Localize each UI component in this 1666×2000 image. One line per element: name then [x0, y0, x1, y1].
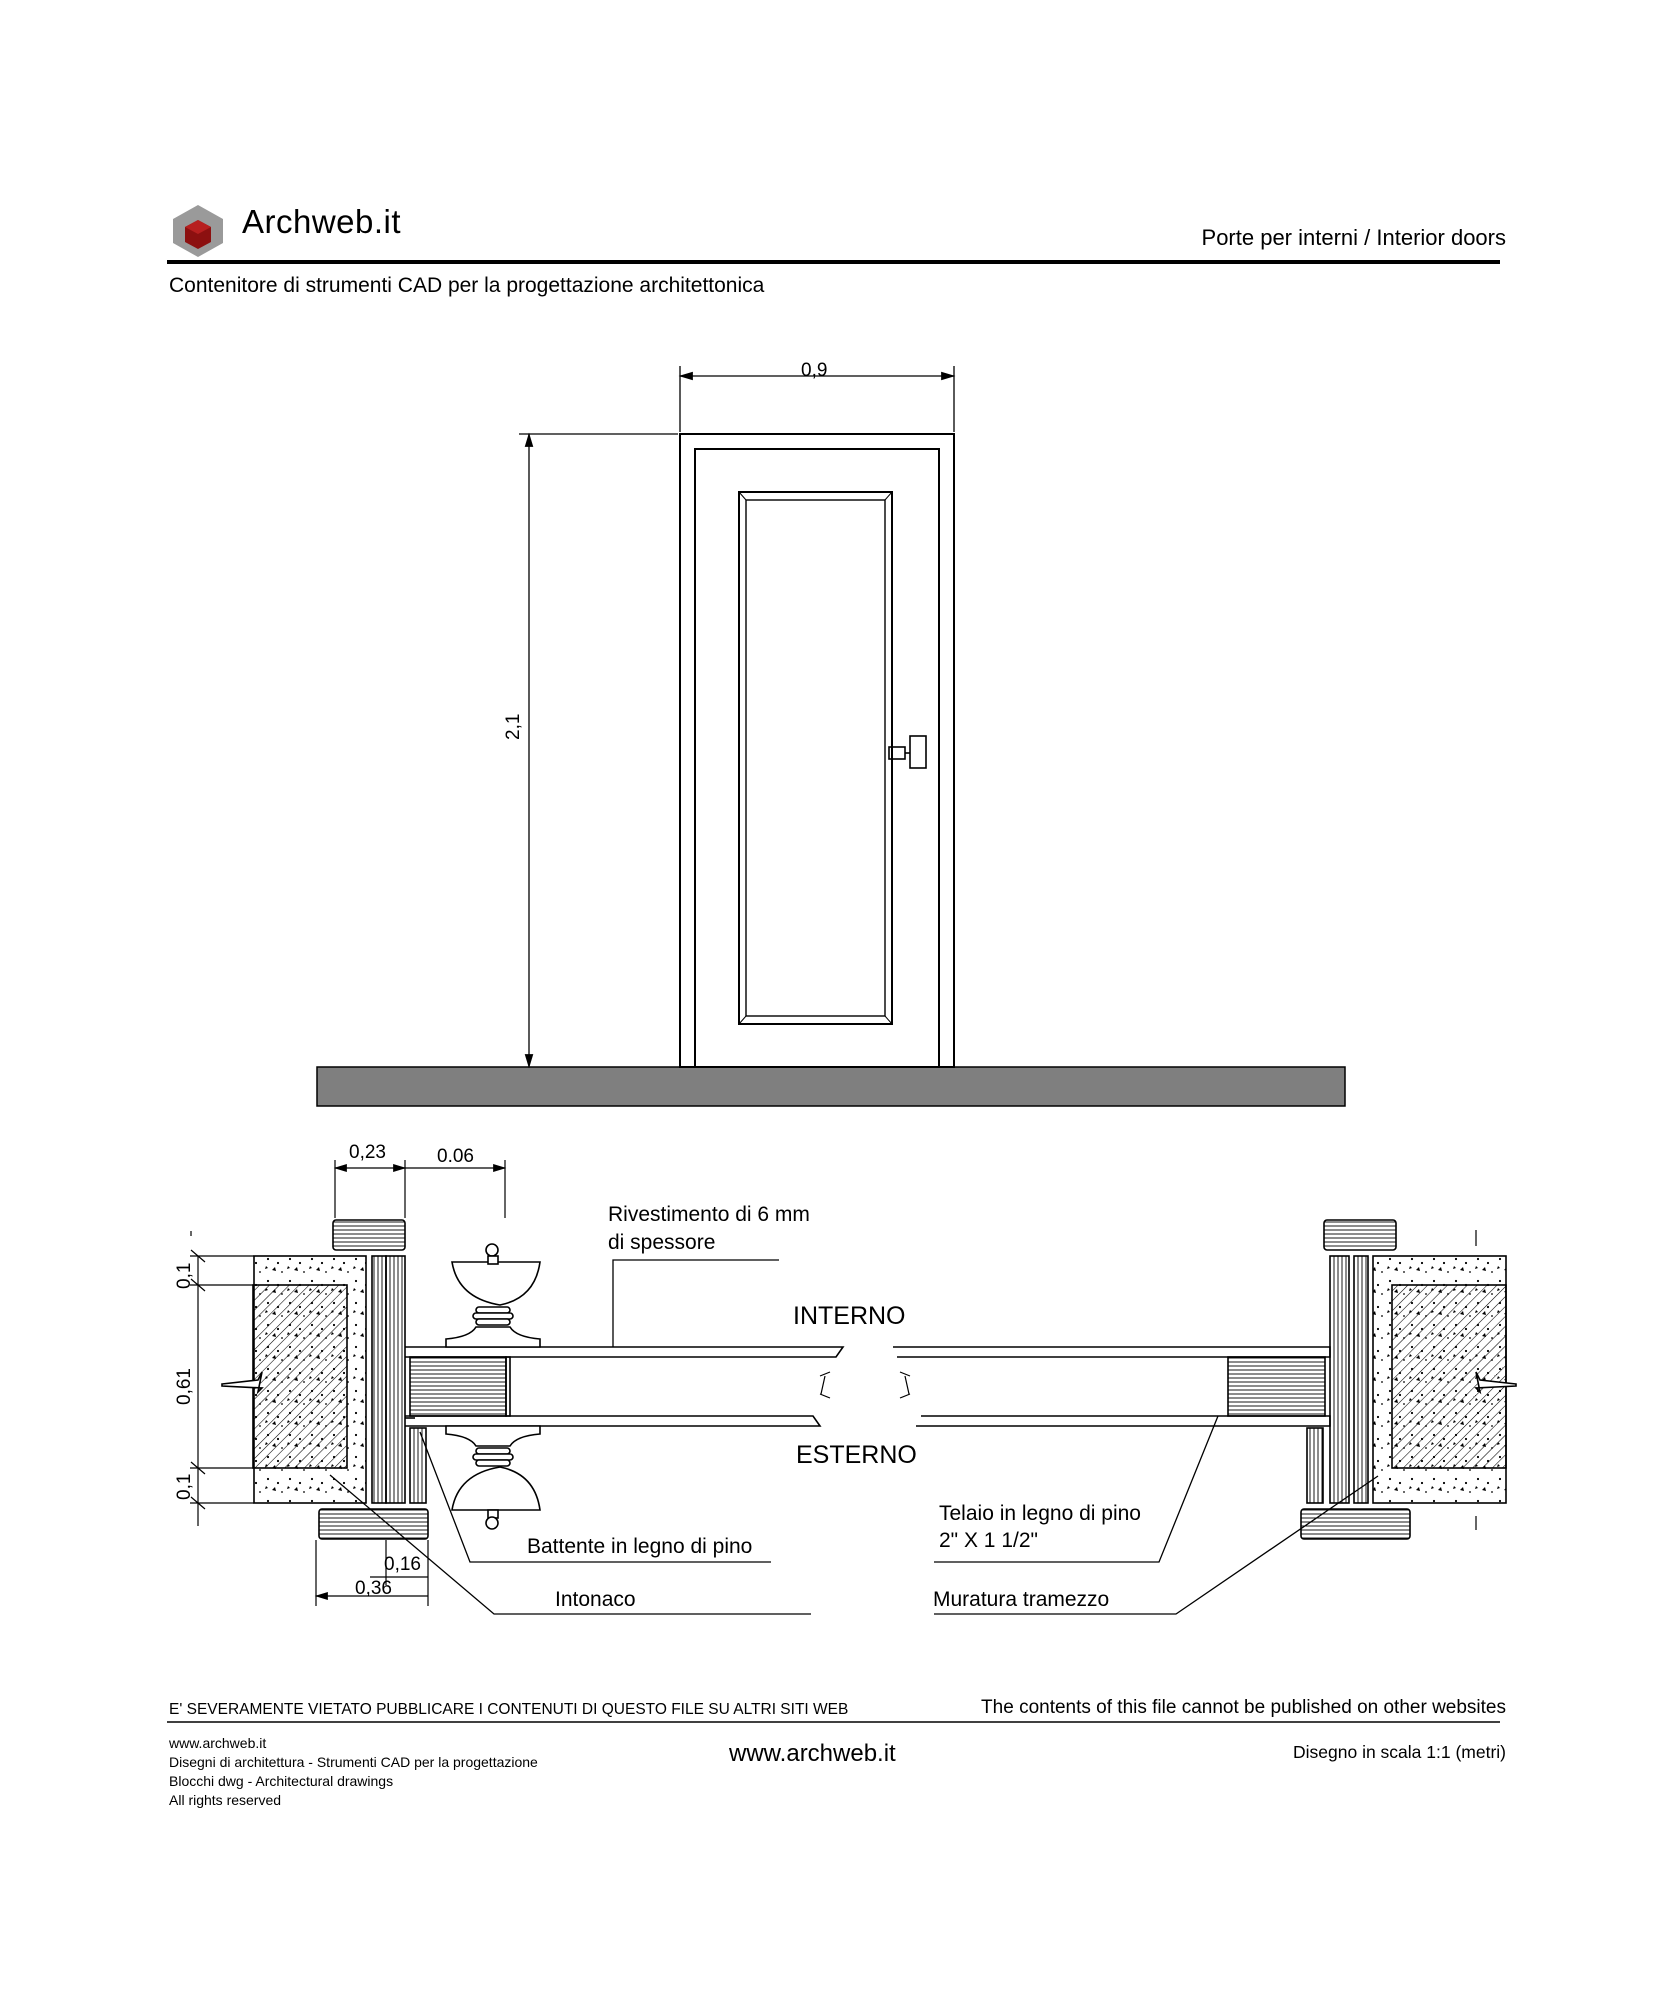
left-masonry [253, 1285, 347, 1468]
footer-credit-line[interactable]: www.archweb.it [169, 1735, 267, 1751]
door-panel-outer [739, 492, 892, 1024]
left-stop [410, 1428, 426, 1503]
left-frame-2 [386, 1256, 405, 1503]
label-plaster: Intonaco [555, 1588, 636, 1611]
door-plan-section [222, 1220, 1516, 1539]
dim-006-label: 0.06 [437, 1146, 474, 1167]
footer-credit-line: Disegni di architettura - Strumenti CAD per la progettazione [169, 1754, 538, 1770]
door-panel-inner [746, 500, 885, 1016]
label-exterior: ESTERNO [796, 1441, 917, 1469]
handle-top-icon [446, 1244, 540, 1347]
label-cladding-1: Rivestimento di 6 mm [608, 1203, 810, 1226]
label-interior: INTERNO [793, 1302, 906, 1330]
page-category: Porte per interni / Interior doors [1201, 225, 1506, 250]
dim-016-label: 0,16 [384, 1554, 421, 1575]
page-subtitle: Contenitore di strumenti CAD per la progettazione architettonica [169, 274, 765, 297]
footer-scale: Disegno in scala 1:1 (metri) [1293, 1742, 1506, 1762]
left-jamb-trim-top [333, 1220, 405, 1250]
leaf-stile-left [410, 1357, 506, 1416]
footer-credits [169, 1734, 538, 1810]
door-frame-outer [680, 434, 954, 1067]
door-frame-inner [695, 449, 939, 1067]
dim-01-top-label: 0,1 [174, 1262, 195, 1289]
handle-bottom-icon [446, 1426, 540, 1529]
footer-site-link[interactable]: www.archweb.it [729, 1740, 896, 1767]
dim-width-label: 0,9 [801, 360, 828, 381]
label-cladding-2: di spessore [608, 1231, 716, 1254]
elevation-dimensions [519, 366, 954, 1067]
dim-01-bottom-label: 0,1 [174, 1473, 195, 1500]
right-masonry [1392, 1285, 1506, 1468]
footer-credit-line: All rights reserved [169, 1792, 282, 1808]
dim-036-label: 0,36 [355, 1578, 392, 1599]
right-frame-1 [1354, 1256, 1368, 1503]
right-frame-2 [1330, 1256, 1349, 1503]
leaf-face-top-right [893, 1347, 1330, 1357]
right-jamb-trim-bottom [1301, 1509, 1410, 1539]
door-elevation [317, 434, 1345, 1106]
label-frame-2: 2" X 1 1/2" [939, 1529, 1038, 1552]
leaf-face-top-left [405, 1347, 843, 1357]
leaf-break-icon [820, 1372, 910, 1398]
right-jamb-trim-top [1324, 1220, 1396, 1250]
right-stop [1307, 1428, 1323, 1503]
floor-slab [317, 1067, 1345, 1106]
leaf-face-bottom-left [405, 1416, 820, 1426]
leaf-stile-right [1228, 1357, 1325, 1416]
left-frame-1 [372, 1256, 386, 1503]
warning-italian: E' SEVERAMENTE VIETATO PUBBLICARE I CONTENUTI DI QUESTO FILE SU ALTRI SITI WEB [169, 1701, 849, 1718]
door-handle-icon [889, 736, 926, 768]
label-wall: Muratura tramezzo [933, 1588, 1110, 1611]
warning-english: The contents of this file cannot be published on other websites [981, 1697, 1506, 1718]
brand-name[interactable]: Archweb.it [242, 203, 402, 240]
label-frame-1: Telaio in legno di pino [939, 1502, 1141, 1525]
dim-height-label: 2,1 [503, 713, 524, 740]
leader-cladding [613, 1260, 779, 1347]
dim-023-label: 0,23 [349, 1142, 386, 1163]
label-leaf: Battente in legno di pino [527, 1535, 753, 1558]
dim-061-label: 0,61 [174, 1368, 195, 1405]
footer-credit-line: Blocchi dwg - Architectural drawings [169, 1773, 394, 1789]
left-jamb-trim-bottom [319, 1509, 428, 1539]
leaf-face-bottom-right [916, 1416, 1330, 1426]
logo-icon [173, 205, 223, 257]
